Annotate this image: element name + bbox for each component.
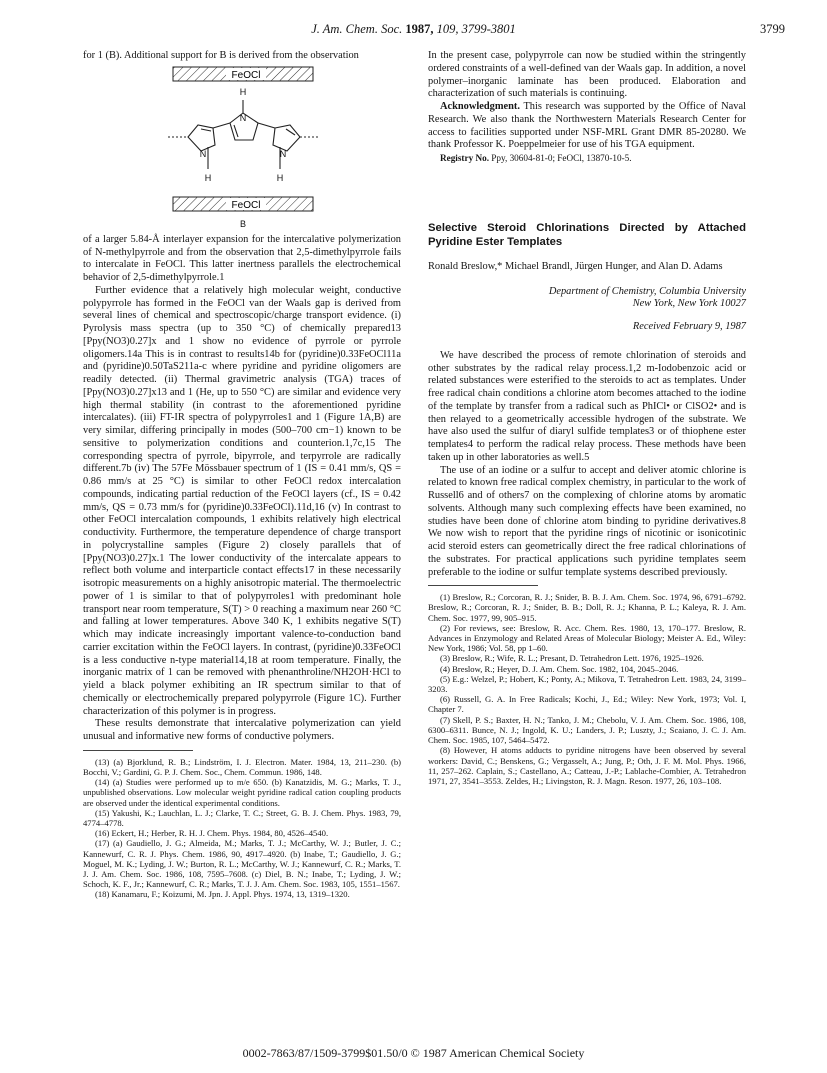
left-paragraph-2: Further evidence that a relatively high molecular weight, conductive polypyrrole has formed in the FeOCl van der Waals gap is derived from several lines of chemical and spectroscopic/charge transport evidence. (i) Pyrolysis mass spectra (up to 350 °C) of chemically prepared13 [Ppy(NO3)0.27]x and 1 show no evidence of pyrrole or pyrrole oligomers.14a This is in contrast to results14b for (pyridine)0.33FeOCl11a and (pyridine)0.50TaS211a-c where pyridine and pyridine oligomers are readily detected. (ii) Thermal gravimetric analysis (TGA) traces of [Ppy(NO3)0.27]x13 and 1 (He, up to 550 °C) are similar and evidence very high thermal stability (in contrast to the aforementioned pyridine intercalates). (iii) FT-IR spectra of polypyrroles1 and 1 (Figure 1A,B) are very similar, differing principally in modes (500–700 cm−1) known to be sensitive to polymerization conditions and counterion.1,7c,15 The corresponding spectra of pyrrole, bipyrrole, and terpyrrole are radically different.7b (iv) The 57Fe Mössbauer spectrum of 1 (IS = 0.41 mm/s, QS = 0.86 mm/s at 25 °C) is similar to other FeOCl redox intercalation compounds, indicating partial reduction of the FeOCl layers (cf., IS = 0.42 mm/s, QS = 0.73 mm/s for (pyridine)0.33FeOCl).11d,16 (v) In contrast to other FeOCl intercalation compounds, 1 exhibits relatively high electrical conductivity. Furthermore, the temperature dependence of charge transport in polycrystalline samples (Figure 2) closely parallels that of [Ppy(NO3)0.27]x.1 The lower conductivity of the intercalate appears to reflect both volume and interparticle contact effects17 in these necessarily isotropic measurements on a highly anisotropic material. The thermoelectric power of 1 is similar to that of polypyrroles1 with predominant hole transport near room temperature, S(T) > 0 reaching a maximum near 260 °C and falling at lower temperatures. Above 340 K, 1 exhibits negative S(T) which may indicate increasingly important valence-to-conduction band carrier excitation within the FeOCl layers. In contrast, (pyridine)0.33FeOCl is a less conductive n-type material14,18 at room temperature. Finally, the inorganic matrix of 1 can be removed with phenanthroline/NH2OH·HCl to yield a black polymer exhibiting an IR spectrum similar to that of chemically or electrochemically prepared polypyrrole (Figure 1C). Further characterization of this polymer is in progress. bbox=[83, 284, 401, 717]
page-footer: 0002-7863/87/1509-3799$01.50/0 © 1987 American Chemical Society bbox=[242, 1046, 585, 1060]
acknowledgment bbox=[428, 101, 746, 152]
right-column bbox=[428, 50, 746, 786]
acknowledgment-heading: Acknowledgment. bbox=[440, 101, 520, 112]
right-hydrogen: H bbox=[276, 172, 284, 183]
footnote-5: (5) E.g.: Welzel, P.; Hobert, K.; Ponty, A.; Mikova, T. Tetrahedron Lett. 1983, 24, 3199–3203. bbox=[428, 673, 746, 695]
footnote-15: (15) Yakushi, K.; Lauchlan, L. J.; Clarke, T. C.; Street, G. B. J. Chem. Phys. 1983, 79, 4774–4778. bbox=[83, 807, 401, 828]
registry-numbers bbox=[428, 152, 746, 165]
right-paragraph-1: We have described the process of remote chlorination of steroids and other substrates by the radical relay process.1,2 m-Iodobenzoic acid or related substances were esterified to the steroids to act as templates. Under free radical chain conditions a chlorine atom becomes attached to the iodine of the template by transfer from a radical such as PhICl• or ClSO2• and is then relayed to a geometrically accessible hydrogen of the substrate. We have also used the sulfur of diaryl sulfide templates3 or of thiophene ester templates4 to perform the radical relay process. These methods have been taken up in other laboratories as well.5 bbox=[428, 349, 746, 463]
footnote-4: (4) Breslow, R.; Heyer, D. J. Am. Chem. Soc. 1982, 104, 2045–2046. bbox=[440, 663, 679, 674]
pyrrole-chain bbox=[168, 100, 320, 169]
footnote-16: (16) Eckert, H.; Herber, R. H. J. Chem. Phys. 1984, 80, 4526–4540. bbox=[95, 828, 329, 839]
left-footnotes bbox=[83, 757, 401, 900]
received-date: Received February 9, 1987 bbox=[632, 321, 746, 332]
structure-figure-b bbox=[83, 65, 401, 230]
footnote-18: (18) Kanamaru, F.; Koizumi, M. Jpn. J. Appl. Phys. 1974, 13, 1319–1320. bbox=[95, 889, 350, 900]
article-title: Selective Steroid Chlorinations Directed by Attached Pyridine Ester Templates bbox=[428, 221, 746, 248]
affiliation bbox=[428, 286, 746, 312]
journal-name: J. Am. Chem. Soc. bbox=[311, 22, 403, 36]
center-nitrogen: N bbox=[239, 112, 247, 123]
right-nitrogen: N bbox=[279, 148, 287, 159]
right-footnote-rule bbox=[428, 585, 538, 586]
journal-citation bbox=[0, 22, 827, 37]
running-header bbox=[0, 22, 827, 38]
polypyrrole-intercalate-diagram bbox=[83, 65, 401, 230]
footnote-1: (1) Breslow, R.; Corcoran, R. J.; Snider, B. B. J. Am. Chem. Soc. 1974, 96, 6791–6792. Breslow, R.; Corcoran, R. J.; Snider, B. B.; Doll, R. J.; Khanna, P. L.; Kaleya, R. J. Am. Chem. Soc. 1977, 99, 905–915. bbox=[428, 592, 746, 623]
right-paragraph-0: In the present case, polypyrrole can now be studied within the stringently ordered constraints of a well-defined van der Waals gap. In addition, a novel polymer–inorganic laminate has been produced. Elaboration and characterization of such materials is continuing. bbox=[428, 50, 746, 100]
footnote-rule bbox=[83, 750, 193, 751]
registry-heading: Registry No. bbox=[440, 153, 489, 163]
footnote-17: (17) (a) Gaudiello, J. G.; Almeida, M.; Marks, T. J.; McCarthy, W. J.; Butler, J. C.; Kannewurf, C. R. J. Phys. Chem. 1986, 90, 4917–4920. (b) Inabe, T.; Gaudiello, J. G.; Moguel, M. K.; Lyding, J. W.; Burton, R. L.; McCarthy, W. J.; Kannewurf, C. R.; Marks, T. J. J. Am. Chem. Soc. 1986, 108, 7595–7608. (c) Diel, B. N.; Inabe, T.; Lyding, J. W.; Schoch, K. F., Jr.; Kannewurf, C. R.; Marks, T. J. J. Am. Chem. Soc. 1983, 105, 1551–1567. bbox=[83, 838, 401, 890]
acknowledgment-body: This research was supported by the Office of Naval Research. We also thank the Northwestern Materials Research Center for access to facilities supported under NSF-MRL Grant DMR 85-20280. We thank Professor K. Poeppelmeier for use of his TGA equipment. bbox=[428, 101, 746, 151]
page-number: 3799 bbox=[760, 22, 785, 36]
left-paragraph-3: These results demonstrate that intercalative polymerization can yield unusual and informative new forms of conductive polymers. bbox=[83, 718, 401, 742]
footnote-14: (14) (a) Studies were performed up to m/e 650. (b) Kanatzidis, M. G.; Marks, T. J., unpublished observations. Low molecular weight pyridine radical cation coupling products are observed under the identical experimental conditions. bbox=[83, 777, 401, 808]
footnote-13: (13) (a) Bjorklund, R. B.; Lindström, I. J. Electron. Mater. 1984, 13, 211–230. (b) Bocchi, V.; Gardini, G. P. J. Chem. Soc., Chem. Commun. 1986, 148. bbox=[83, 756, 401, 777]
affiliation-line-2: New York, New York 10027 bbox=[632, 298, 746, 310]
left-hydrogen: H bbox=[204, 172, 212, 183]
journal-volume: 109, bbox=[436, 22, 459, 36]
journal-year: 1987, bbox=[405, 22, 434, 36]
right-footnotes bbox=[428, 592, 746, 786]
affiliation-line-1: Department of Chemistry, Columbia University bbox=[548, 285, 746, 297]
footnote-3: (3) Breslow, R.; Wife, R. L.; Presant, D. Tetrahedron Lett. 1976, 1925–1926. bbox=[440, 653, 704, 664]
journal-pages: 3799-3801 bbox=[461, 22, 516, 36]
footnote-8: (8) However, H atoms adducts to pyridine nitrogens have been observed by several workers: David, C.; Benskens, G.; Vergasselt, A.; Jung, P.; Oth, J. F. M. Mol. Phys. 1966, 11, 257–262. Caplain, S.; Castellano, A.; Catteau, J.-P.; Lablache-Combier, A. Tetrahedron 1971, 27, 3541–3553. Zeldes, H.; Livingston, R. J. Magn. Reson. 1977, 26, 103–108. bbox=[428, 745, 746, 786]
footnote-2: (2) For reviews, see: Breslow, R. Acc. Chem. Res. 1980, 13, 170–177. Breslow, R. Advances in Enzymology and Related Areas of Molecular Biology; Meister A. Ed., Wiley: New York, 1986; Vol. 58, pp 1–60. bbox=[428, 622, 746, 654]
footnote-6: (6) Russell, G. A. In Free Radicals; Kochi, J., Ed.; Wiley: New York, 1973; Vol. I, Chapter 7. bbox=[428, 694, 746, 715]
footnote-7: (7) Skell, P. S.; Baxter, H. N.; Tanko, J. M.; Chebolu, V. J. Am. Chem. Soc. 1986, 108, 6300–6311. Bunce, N. J.; Ingold, K. U.; Landers, J. P.; Luszty, J.; Scaiano, J. C. J. Am. Chem. Soc. 1985, 107, 5464–5472. bbox=[428, 714, 746, 746]
left-paragraph-1: of a larger 5.84-Å interlayer expansion for the intercalative polymerization of N-methylpyrrole and from the observation that 2,5-dimethylpyrrole fails to intercalate in FeOCl. This latter inertness parallels the electrochemical behavior of 2,5-dimethylpyrrole.1 bbox=[83, 233, 401, 283]
top-hydrogen: H bbox=[239, 86, 247, 97]
registry-body: Ppy, 30604-81-0; FeOCl, 13870-10-5. bbox=[491, 153, 632, 163]
left-column bbox=[83, 50, 401, 900]
top-layer-label: FeOCl bbox=[231, 69, 261, 81]
article-authors: Ronald Breslow,* Michael Brandl, Jürgen Hunger, and Alan D. Adams bbox=[428, 260, 723, 272]
right-paragraph-2: The use of an iodine or a sulfur to accept and deliver atomic chlorine is related to known free radical complex chemistry, in particular to the work of Russell6 and of others7 on the complexing of chlorine atoms by aromatic solvents. Although many such complexing effects have been examined, no studies have been done of chlorine atom binding to pyridine derivatives.8 We now wish to report that the pyridine rings of nicotinic or isonicotinic acid steroid esters can geometrically direct the free radical chlorinations of the substrates. For practical applications such pyridine templates seem preferable to the iodine or sulfur template systems described previously. bbox=[428, 464, 746, 578]
bottom-layer-label: FeOCl bbox=[231, 199, 261, 211]
article-body bbox=[428, 350, 746, 580]
left-paragraph-0: for 1 (B). Additional support for B is derived from the observation bbox=[83, 50, 359, 61]
figure-caption-b: B bbox=[239, 218, 247, 229]
left-nitrogen: N bbox=[199, 148, 207, 159]
